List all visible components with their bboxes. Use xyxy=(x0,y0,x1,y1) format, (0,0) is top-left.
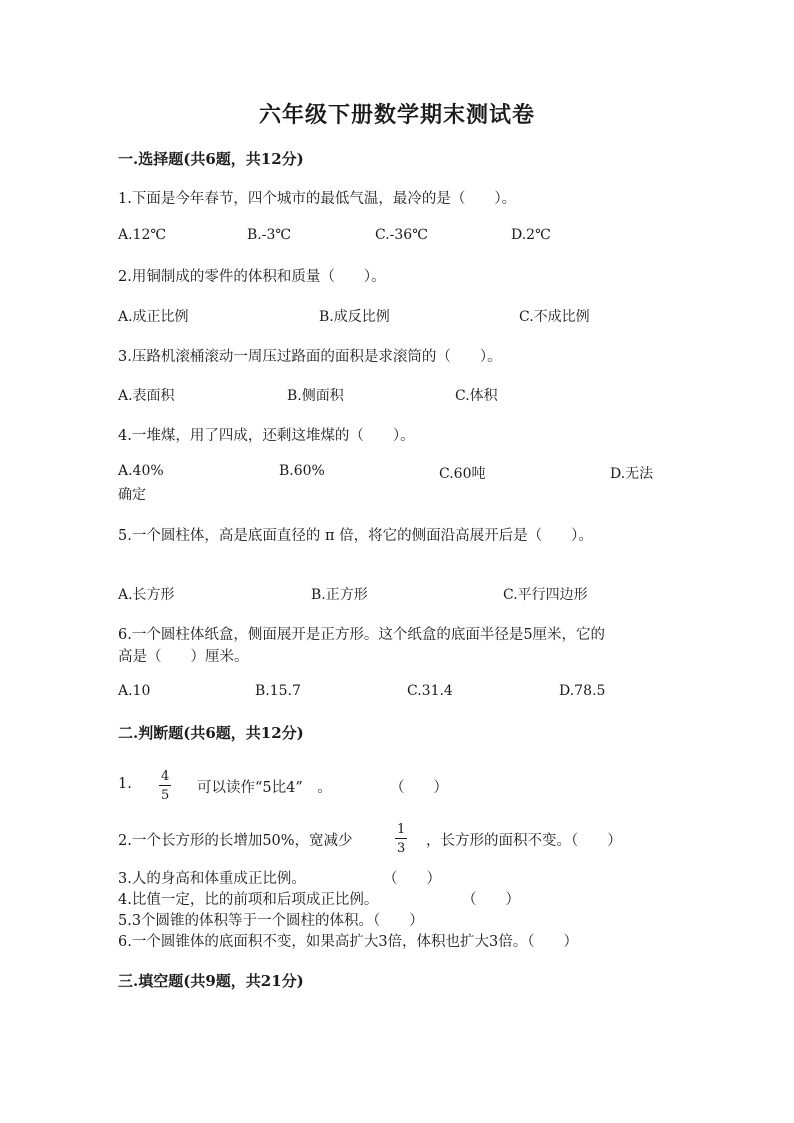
q5-option-a: A.长方形 xyxy=(118,587,175,603)
judgment-1-number: 1. xyxy=(118,776,132,792)
judgment-1-answer-paren: （ ） xyxy=(390,780,448,796)
q4-option-b: B.60% xyxy=(279,463,325,479)
question-5: 5.一个圆柱体，高是底面直径的 π 倍，将它的侧面沿高展开后是（ ）。 xyxy=(118,528,593,544)
question-2: 2.用铜制成的零件的体积和质量（ ）。 xyxy=(118,269,386,285)
q3-option-a: A.表面积 xyxy=(118,388,175,404)
q6-option-d: D.78.5 xyxy=(559,683,606,699)
q1-option-c: C.-36℃ xyxy=(375,227,428,243)
q4-option-d-continued: 确定 xyxy=(118,487,146,503)
q6-option-b: B.15.7 xyxy=(255,683,301,699)
q2-option-b: B.成反比例 xyxy=(319,309,390,325)
q6-option-a: A.10 xyxy=(118,683,151,699)
judgment-5-text: 5.3个圆锥的体积等于一个圆柱的体积。（ ） xyxy=(118,913,424,929)
q1-option-b: B.-3℃ xyxy=(247,227,292,243)
q4-option-a: A.40% xyxy=(118,463,164,479)
fraction-numerator: 4 xyxy=(161,769,170,784)
judgment-1-text: 可以读作“5比4” 。 xyxy=(197,780,332,796)
q3-option-c: C.体积 xyxy=(455,388,498,404)
q3-option-b: B.侧面积 xyxy=(287,388,344,404)
fraction-denominator: 5 xyxy=(161,788,170,803)
judgment-2-text-after: ，长方形的面积不变。（ ） xyxy=(426,833,622,849)
question-1: 1.下面是今年春节，四个城市的最低气温，最冷的是（ ）。 xyxy=(118,191,517,207)
section-heading-judgment: 二.判断题(共6题，共12分) xyxy=(118,724,304,742)
question-3: 3.压路机滚桶滚动一周压过路面的面积是求滚筒的（ ）。 xyxy=(118,349,502,365)
q4-option-d: D.无法 xyxy=(610,466,654,482)
fraction-numerator: 1 xyxy=(397,822,406,837)
judgment-3-text: 3.人的身高和体重成正比例。 xyxy=(118,871,306,887)
section-heading-fill-in: 三.填空题(共9题，共21分) xyxy=(118,972,304,990)
question-6-line-1: 6.一个圆柱体纸盒，侧面展开是正方形。这个纸盒的底面半径是5厘米，它的 xyxy=(118,627,606,643)
judgment-2-text-before: 2.一个长方形的长增加50%，宽减少 xyxy=(118,833,353,849)
q2-option-a: A.成正比例 xyxy=(118,309,189,325)
judgment-4-text: 4.比值一定，比的前项和后项成正比例。 xyxy=(118,892,379,908)
q5-option-c: C.平行四边形 xyxy=(503,587,588,603)
question-4: 4.一堆煤，用了四成，还剩这堆煤的（ ）。 xyxy=(118,428,415,444)
judgment-6-text: 6.一个圆锥体的底面积不变，如果高扩大3倍，体积也扩大3倍。（ ） xyxy=(118,934,579,950)
judgment-3-answer-paren: （ ） xyxy=(383,871,441,887)
q6-option-c: C.31.4 xyxy=(407,683,453,699)
q1-option-a: A.12℃ xyxy=(118,227,167,243)
section-heading-choice: 一.选择题(共6题，共12分) xyxy=(118,150,304,168)
judgment-1-fraction xyxy=(159,770,171,802)
question-6-line-2: 高是（ ）厘米。 xyxy=(118,649,249,665)
q4-option-c: C.60吨 xyxy=(439,466,486,482)
q5-option-b: B.正方形 xyxy=(311,587,368,603)
page-title: 六年级下册数学期末测试卷 xyxy=(258,102,535,128)
q2-option-c: C.不成比例 xyxy=(519,309,590,325)
fraction-denominator: 3 xyxy=(397,841,406,856)
q1-option-d: D.2℃ xyxy=(511,227,551,243)
judgment-2-fraction xyxy=(395,823,407,855)
judgment-4-answer-paren: （ ） xyxy=(462,892,520,908)
